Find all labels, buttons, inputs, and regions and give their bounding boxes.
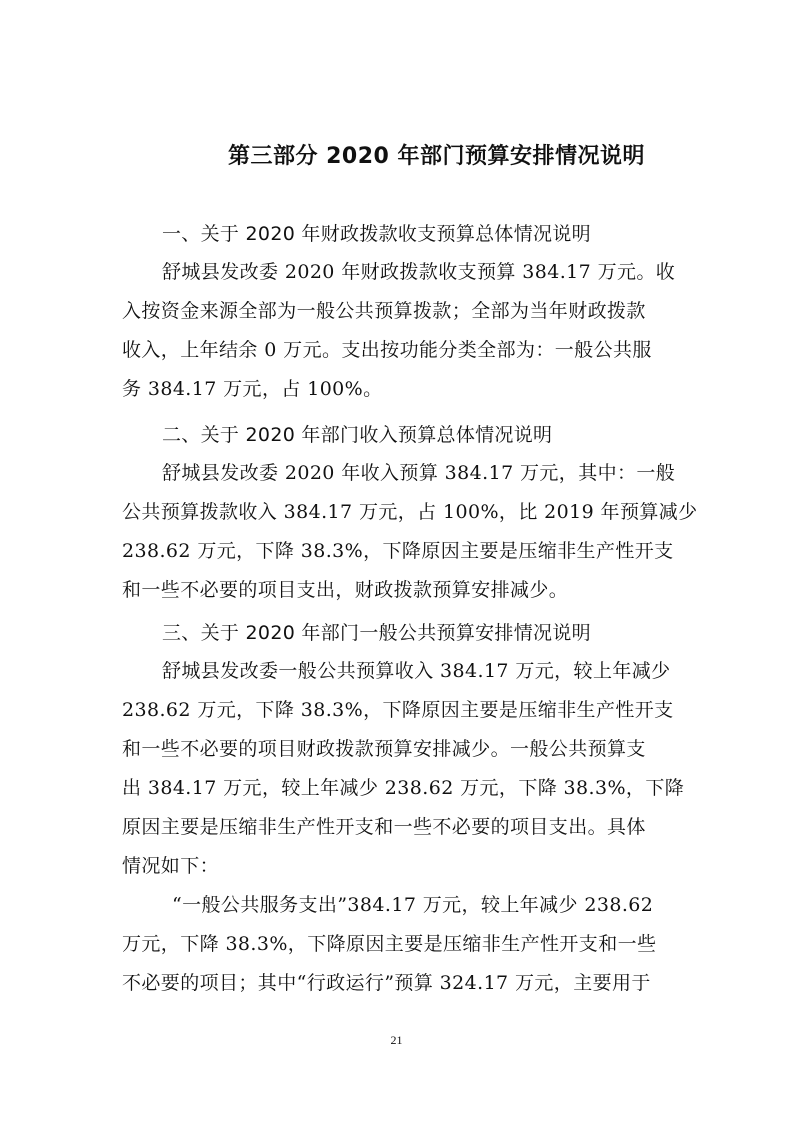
paragraph-line: “一般公共服务支出”384.17 万元，较上年减少 238.62 <box>172 894 654 916</box>
paragraph-line: 入按资金来源全部为一般公共预算拨款；全部为当年财政拨款 <box>122 300 646 322</box>
paragraph-line: 和一些不必要的项目财政拨款预算安排减少。一般公共预算支 <box>122 738 646 760</box>
paragraph-line: 238.62 万元，下降 38.3%，下降原因主要是压缩非生产性开支 <box>122 540 674 562</box>
section-heading-3: 三、关于 2020 年部门一般公共预算安排情况说明 <box>162 622 591 644</box>
paragraph-line: 公共预算拨款收入 384.17 万元，占 100%，比 2019 年预算减少 <box>122 501 698 523</box>
paragraph-line: 原因主要是压缩非生产性开支和一些不必要的项目支出。具体 <box>122 816 646 838</box>
paragraph-line: 舒城县发改委 2020 年收入预算 384.17 万元，其中：一般 <box>162 462 676 484</box>
paragraph-line: 舒城县发改委 2020 年财政拨款收支预算 384.17 万元。收 <box>162 261 676 283</box>
paragraph-line: 收入，上年结余 0 万元。支出按功能分类全部为：一般公共服 <box>122 339 652 361</box>
paragraph-line: 务 384.17 万元，占 100%。 <box>122 378 383 400</box>
paragraph-line: 舒城县发改委一般公共预算收入 384.17 万元，较上年减少 <box>162 660 671 682</box>
section-heading-2: 二、关于 2020 年部门收入预算总体情况说明 <box>162 424 553 446</box>
page-number: 21 <box>390 1033 403 1047</box>
paragraph-line: 和一些不必要的项目支出，财政拨款预算安排减少。 <box>122 579 569 601</box>
section-heading-1: 一、关于 2020 年财政拨款收支预算总体情况说明 <box>162 223 591 245</box>
paragraph-line: 238.62 万元，下降 38.3%，下降原因主要是压缩非生产性开支 <box>122 699 674 721</box>
page-title: 第三部分 2020 年部门预算安排情况说明 <box>227 144 646 169</box>
paragraph-line: 出 384.17 万元，较上年减少 238.62 万元，下降 38.3%，下降 <box>122 777 685 799</box>
paragraph-line: 万元，下降 38.3%，下降原因主要是压缩非生产性开支和一些 <box>122 933 657 955</box>
paragraph-line: 不必要的项目；其中“行政运行”预算 324.17 万元，主要用于 <box>122 972 651 994</box>
paragraph-line: 情况如下： <box>122 855 220 877</box>
